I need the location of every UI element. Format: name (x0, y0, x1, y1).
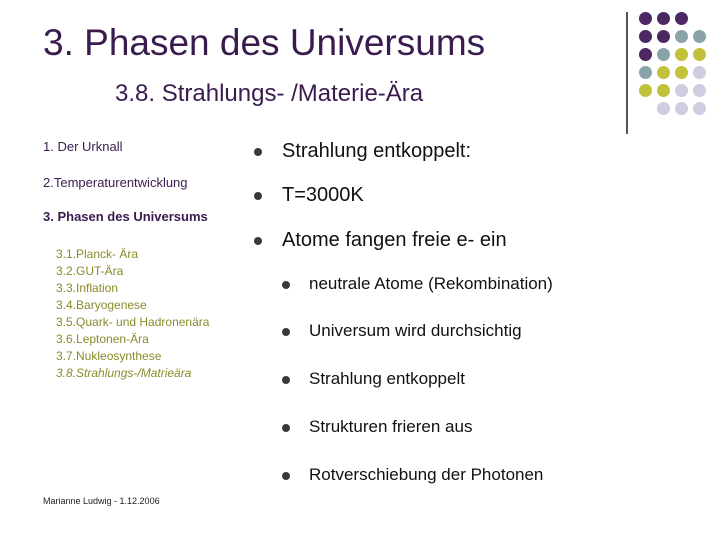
nav-sub-item-current[interactable]: 3.8.Strahlungs-/Matrieära (56, 366, 192, 380)
decorative-dot (639, 30, 652, 43)
sub-point: Strukturen frieren aus (309, 417, 473, 436)
nav-sub-item[interactable]: 3.5.Quark- und Hadronenära (56, 315, 210, 329)
main-point: T=3000K (282, 184, 364, 206)
slide-subtitle: 3.8. Strahlungs- /Materie-Ära (115, 80, 424, 107)
decorative-dot (675, 66, 688, 79)
main-point: Atome fangen freie e- ein (282, 229, 507, 251)
nav-sub-item[interactable]: 3.4.Baryogenese (56, 298, 147, 312)
sub-point: neutrale Atome (Rekombination) (309, 274, 553, 293)
decorative-dot (639, 66, 652, 79)
decorative-dot (693, 30, 706, 43)
nav-sub-item[interactable]: 3.7.Nukleosynthese (56, 349, 162, 363)
decorative-dot (639, 12, 652, 25)
bullet-icon (282, 424, 290, 432)
decorative-dot (693, 48, 706, 61)
bullet-icon (254, 237, 262, 245)
decorative-dot (675, 48, 688, 61)
decorative-dot (693, 102, 706, 115)
bullet-icon (282, 376, 290, 384)
nav-sub-item[interactable]: 3.1.Planck- Ära (56, 247, 139, 261)
nav-item-urknall[interactable]: 1. Der Urknall (43, 139, 123, 154)
decorative-dot (675, 30, 688, 43)
bullet-icon (254, 192, 262, 200)
decorative-dot (639, 84, 652, 97)
decorative-dot-grid (639, 12, 719, 122)
decorative-dot (675, 12, 688, 25)
decorative-dot (657, 48, 670, 61)
nav-sub-list (56, 246, 209, 382)
decorative-dot (657, 84, 670, 97)
decorative-dot (657, 66, 670, 79)
decorative-divider (626, 12, 628, 134)
bullet-icon (254, 148, 262, 156)
bullet-icon (282, 472, 290, 480)
slide-title: 3. Phasen des Universums (43, 22, 486, 63)
sub-point: Universum wird durchsichtig (309, 321, 522, 340)
nav-item-temperaturentwicklung[interactable]: 2.Temperaturentwicklung (43, 175, 188, 190)
decorative-dot (693, 84, 706, 97)
sub-point: Strahlung entkoppelt (309, 369, 465, 388)
decorative-dot (639, 48, 652, 61)
bullet-icon (282, 328, 290, 336)
nav-sub-item[interactable]: 3.2.GUT-Ära (56, 264, 124, 278)
main-point: Strahlung entkoppelt: (282, 140, 472, 162)
nav-item-phasen[interactable]: 3. Phasen des Universums (43, 209, 208, 224)
decorative-dot (693, 66, 706, 79)
bullet-icon (282, 281, 290, 289)
sub-point: Rotverschiebung der Photonen (309, 465, 544, 484)
decorative-dot (675, 102, 688, 115)
decorative-dot (657, 12, 670, 25)
decorative-dot (675, 84, 688, 97)
footer-text: Marianne Ludwig - 1.12.2006 (43, 496, 160, 506)
nav-sub-item[interactable]: 3.6.Leptonen-Ära (56, 332, 149, 346)
decorative-dot (657, 102, 670, 115)
decorative-dot (657, 30, 670, 43)
nav-sub-item[interactable]: 3.3.Inflation (56, 281, 119, 295)
